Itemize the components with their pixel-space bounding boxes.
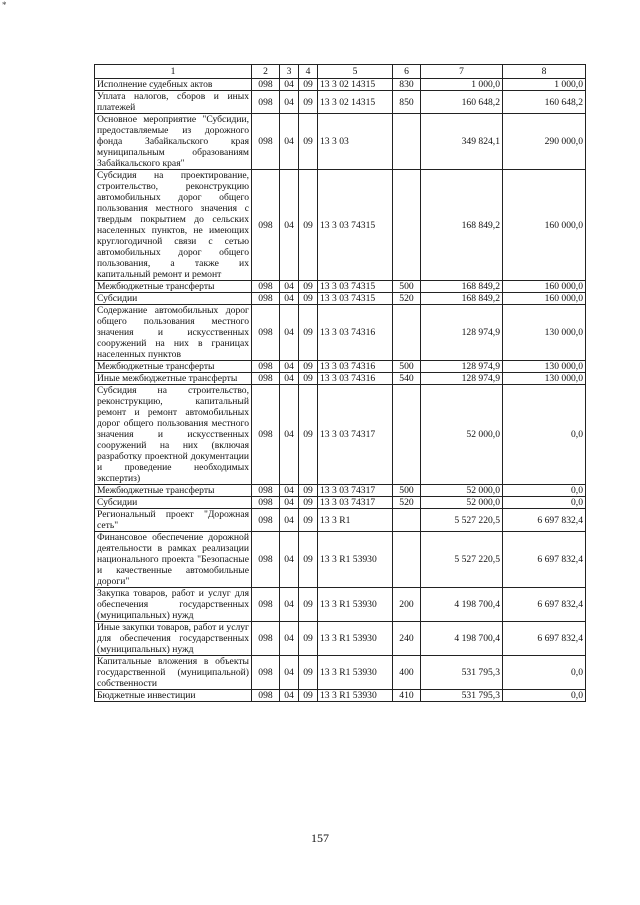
amount-year1-cell: 128 974,9 [421,361,503,373]
target-article-cell: 13 3 03 74315 [318,293,393,305]
amount-year1-cell: 52 000,0 [421,497,503,509]
ministry-code-cell: 098 [252,532,280,588]
subsection-code-cell: 09 [299,281,318,293]
subsection-code-cell: 09 [299,656,318,690]
amount-year2-cell: 130 000,0 [503,373,586,385]
amount-year1-cell: 52 000,0 [421,385,503,485]
target-article-cell: 13 3 R1 53930 [318,656,393,690]
subsection-code-cell: 09 [299,79,318,91]
table-row [95,79,586,91]
table-row [95,361,586,373]
amount-year2-cell: 0,0 [503,497,586,509]
ministry-code-cell: 098 [252,385,280,485]
table-row [95,91,586,114]
section-code-cell: 04 [280,91,299,114]
expense-name-cell: Межбюджетные трансферты [95,485,252,497]
amount-year2-cell: 130 000,0 [503,305,586,361]
target-article-cell: 13 3 03 74316 [318,373,393,385]
table-row [95,281,586,293]
amount-year1-cell: 349 824,1 [421,114,503,170]
section-code-cell: 04 [280,373,299,385]
ministry-code-cell: 098 [252,656,280,690]
subsection-code-cell: 09 [299,690,318,702]
expense-type-cell [393,385,421,485]
header-row [95,65,586,79]
table-row [95,622,586,656]
table-row [95,588,586,622]
header-cell: 1 [95,65,252,79]
amount-year2-cell: 0,0 [503,656,586,690]
expense-name-cell: Закупка товаров, работ и услуг для обеспечения государственных (муниципальных) нужд [95,588,252,622]
amount-year1-cell: 4 198 700,4 [421,588,503,622]
target-article-cell: 13 3 03 74317 [318,385,393,485]
header-cell: 2 [252,65,280,79]
section-code-cell: 04 [280,281,299,293]
target-article-cell: 13 3 03 74317 [318,497,393,509]
table-row [95,305,586,361]
expense-type-cell: 520 [393,293,421,305]
section-code-cell: 04 [280,385,299,485]
section-code-cell: 04 [280,509,299,532]
amount-year1-cell: 531 795,3 [421,656,503,690]
ministry-code-cell: 098 [252,305,280,361]
amount-year1-cell: 5 527 220,5 [421,532,503,588]
subsection-code-cell: 09 [299,170,318,281]
amount-year1-cell: 128 974,9 [421,373,503,385]
amount-year2-cell: 160 000,0 [503,170,586,281]
table-row [95,485,586,497]
amount-year1-cell: 128 974,9 [421,305,503,361]
expense-type-cell [393,305,421,361]
subsection-code-cell: 09 [299,509,318,532]
ministry-code-cell: 098 [252,588,280,622]
section-code-cell: 04 [280,497,299,509]
section-code-cell: 04 [280,532,299,588]
subsection-code-cell: 09 [299,532,318,588]
amount-year2-cell: 6 697 832,4 [503,509,586,532]
amount-year1-cell: 531 795,3 [421,690,503,702]
section-code-cell: 04 [280,485,299,497]
ministry-code-cell: 098 [252,293,280,305]
expense-name-cell: Иные межбюджетные трансферты [95,373,252,385]
header-cell: 4 [299,65,318,79]
table-row [95,373,586,385]
header-cell: 7 [421,65,503,79]
expense-name-cell: Региональный проект "Дорожная сеть" [95,509,252,532]
amount-year2-cell: 1 000,0 [503,79,586,91]
ministry-code-cell: 098 [252,373,280,385]
ministry-code-cell: 098 [252,114,280,170]
ministry-code-cell: 098 [252,497,280,509]
expense-name-cell: Финансовое обеспечение дорожной деятельности в рамках реализации национального проекта "Безопасные и качественные автомобильные дороги" [95,532,252,588]
expense-type-cell: 850 [393,91,421,114]
expense-name-cell: Субсидия на проектирование, строительство, реконструкцию автомобильных дорог общего пользования местного значения с твердым покрытием до сельских населенных пунктов, не имеющих круглогодичной связи с сетью автомобильных дорог общего пользования, а также их капитальный ремонт и ремонт [95,170,252,281]
section-code-cell: 04 [280,656,299,690]
ministry-code-cell: 098 [252,281,280,293]
subsection-code-cell: 09 [299,497,318,509]
amount-year2-cell: 0,0 [503,690,586,702]
expense-name-cell: Межбюджетные трансферты [95,361,252,373]
amount-year1-cell: 168 849,2 [421,170,503,281]
expense-type-cell: 540 [393,373,421,385]
expense-name-cell: Исполнение судебных актов [95,79,252,91]
table-row [95,385,586,485]
expense-name-cell: Капитальные вложения в объекты государственной (муниципальной) собственности [95,656,252,690]
expense-type-cell: 400 [393,656,421,690]
subsection-code-cell: 09 [299,485,318,497]
target-article-cell: 13 3 03 74315 [318,281,393,293]
amount-year2-cell: 0,0 [503,485,586,497]
expense-type-cell: 520 [393,497,421,509]
target-article-cell: 13 3 03 74316 [318,361,393,373]
target-article-cell: 13 3 03 74317 [318,485,393,497]
expense-type-cell: 830 [393,79,421,91]
subsection-code-cell: 09 [299,373,318,385]
amount-year2-cell: 160 648,2 [503,91,586,114]
header-cell: 6 [393,65,421,79]
expense-type-cell: 200 [393,588,421,622]
subsection-code-cell: 09 [299,361,318,373]
section-code-cell: 04 [280,361,299,373]
amount-year2-cell: 6 697 832,4 [503,588,586,622]
subsection-code-cell: 09 [299,114,318,170]
amount-year2-cell: 160 000,0 [503,293,586,305]
subsection-code-cell: 09 [299,91,318,114]
target-article-cell: 13 3 R1 53930 [318,622,393,656]
table-row [95,656,586,690]
amount-year2-cell: 6 697 832,4 [503,532,586,588]
expense-name-cell: Межбюджетные трансферты [95,281,252,293]
table-row [95,114,586,170]
expense-type-cell: 500 [393,361,421,373]
section-code-cell: 04 [280,588,299,622]
expense-name-cell: Субсидия на строительство, реконструкцию, капитальный ремонт и ремонт автомобильных дорог общего пользования местного значения и искусственных сооружений на них (включая разработку проектной документации и проведение необходимых экспертиз) [95,385,252,485]
amount-year1-cell: 160 648,2 [421,91,503,114]
target-article-cell: 13 3 R1 53930 [318,532,393,588]
subsection-code-cell: 09 [299,588,318,622]
section-code-cell: 04 [280,114,299,170]
table-row [95,509,586,532]
section-code-cell: 04 [280,170,299,281]
expense-type-cell: 500 [393,485,421,497]
table-row [95,170,586,281]
amount-year1-cell: 168 849,2 [421,293,503,305]
expense-type-cell [393,114,421,170]
expense-name-cell: Уплата налогов, сборов и иных платежей [95,91,252,114]
table-row [95,690,586,702]
section-code-cell: 04 [280,293,299,305]
header-cell: 3 [280,65,299,79]
ministry-code-cell: 098 [252,690,280,702]
expense-type-cell [393,509,421,532]
subsection-code-cell: 09 [299,385,318,485]
target-article-cell: 13 3 02 14315 [318,91,393,114]
table-row [95,497,586,509]
amount-year1-cell: 5 527 220,5 [421,509,503,532]
target-article-cell: 13 3 03 74316 [318,305,393,361]
expense-type-cell [393,170,421,281]
target-article-cell: 13 3 R1 [318,509,393,532]
amount-year1-cell: 1 000,0 [421,79,503,91]
page-number: 157 [311,831,329,845]
expense-name-cell: Субсидии [95,293,252,305]
table-row [95,532,586,588]
target-article-cell: 13 3 R1 53930 [318,588,393,622]
target-article-cell: 13 3 02 14315 [318,79,393,91]
expense-name-cell: Содержание автомобильных дорог общего пользования местного значения и искусственных сооружений на них в границах населенных пунктов [95,305,252,361]
budget-table [94,64,586,702]
subsection-code-cell: 09 [299,305,318,361]
amount-year2-cell: 290 000,0 [503,114,586,170]
table-row [95,293,586,305]
section-code-cell: 04 [280,622,299,656]
expense-name-cell: Бюджетные инвестиции [95,690,252,702]
ministry-code-cell: 098 [252,485,280,497]
amount-year1-cell: 52 000,0 [421,485,503,497]
ministry-code-cell: 098 [252,361,280,373]
amount-year2-cell: 160 000,0 [503,281,586,293]
expense-name-cell: Иные закупки товаров, работ и услуг для обеспечения государственных (муниципальных) нужд [95,622,252,656]
corner-mark: * [2,0,7,10]
subsection-code-cell: 09 [299,293,318,305]
expense-type-cell [393,532,421,588]
target-article-cell: 13 3 R1 53930 [318,690,393,702]
header-cell: 5 [318,65,393,79]
subsection-code-cell: 09 [299,622,318,656]
expense-type-cell: 410 [393,690,421,702]
amount-year2-cell: 130 000,0 [503,361,586,373]
ministry-code-cell: 098 [252,79,280,91]
target-article-cell: 13 3 03 [318,114,393,170]
expense-name-cell: Субсидии [95,497,252,509]
target-article-cell: 13 3 03 74315 [318,170,393,281]
amount-year1-cell: 4 198 700,4 [421,622,503,656]
expense-name-cell: Основное мероприятие "Субсидии, предоставляемые из дорожного фонда Забайкальского края муниципальным образованиям Забайкальского края" [95,114,252,170]
amount-year1-cell: 168 849,2 [421,281,503,293]
expense-type-cell: 240 [393,622,421,656]
amount-year2-cell: 6 697 832,4 [503,622,586,656]
expense-type-cell: 500 [393,281,421,293]
ministry-code-cell: 098 [252,622,280,656]
ministry-code-cell: 098 [252,91,280,114]
section-code-cell: 04 [280,690,299,702]
amount-year2-cell: 0,0 [503,385,586,485]
header-cell: 8 [503,65,586,79]
section-code-cell: 04 [280,79,299,91]
ministry-code-cell: 098 [252,170,280,281]
ministry-code-cell: 098 [252,509,280,532]
section-code-cell: 04 [280,305,299,361]
